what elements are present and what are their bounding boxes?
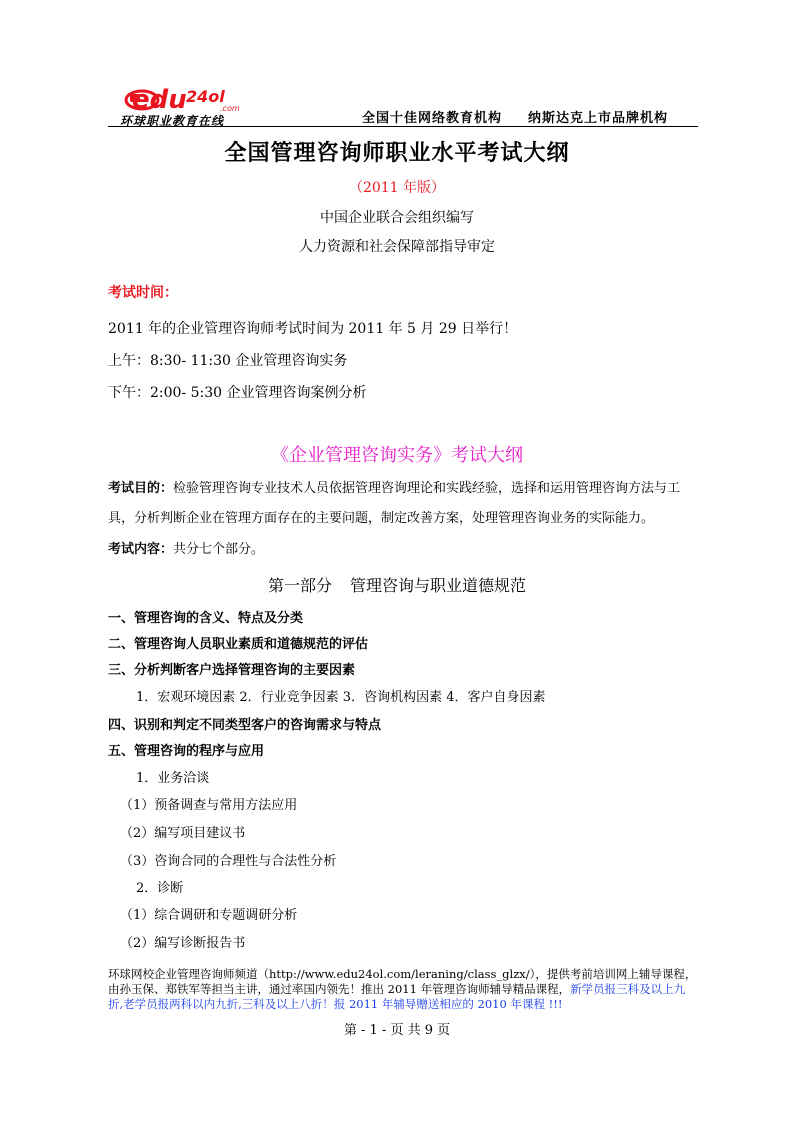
part-name: 管理咨询与职业道德规范	[350, 576, 527, 595]
page-footer	[108, 967, 700, 1012]
outline-subitem: 1．业务洽谈	[136, 771, 210, 786]
outline-item: 五、管理咨询的程序与应用	[108, 744, 265, 759]
exam-time-line-2: 上午：8:30- 11:30 企业管理咨询实务	[108, 353, 348, 369]
header-slogan	[362, 107, 668, 126]
outline-subitem: 2．诊断	[136, 881, 184, 896]
logo-subtitle: 环球职业教育在线	[120, 114, 225, 128]
outline-subitem: 1．宏观环境因素 2．行业竞争因素 3．咨询机构因素 4．客户自身因素	[136, 690, 546, 705]
outline-subitem: （2）编写项目建议书	[120, 826, 246, 841]
exam-content	[108, 535, 696, 565]
outline-subitem: （3）咨询合同的合理性与合法性分析	[120, 854, 337, 869]
svg-text:24ol: 24ol	[186, 87, 225, 106]
svg-text:.com: .com	[220, 104, 240, 112]
part-number: 第一部分	[267, 576, 332, 595]
document-title: 全国管理咨询师职业水平考试大纲	[224, 140, 570, 166]
footer-promo-link[interactable]: 新学员报三科及以上九折,老学员报两科以内九折,三科及以上八折！报 2011 年辅导赠送相应的 2010 年课程 !!!	[108, 982, 686, 1011]
outline-subitem: （2）编写诊断报告书	[120, 936, 246, 951]
exam-time-line-1: 2011 年的企业管理咨询师考试时间为 2011 年 5 月 29 日举行！	[108, 321, 518, 337]
org-line-2: 人力资源和社会保障部指导审定	[299, 239, 495, 255]
exam-time-heading: 考试时间：	[108, 285, 178, 301]
outline-item: 一、管理咨询的含义、特点及分类	[108, 611, 304, 626]
part-title	[0, 573, 794, 596]
outline-item: 四、识别和判定不同类型客户的咨询需求与特点	[108, 718, 382, 733]
edition-label: （2011 年版）	[348, 180, 446, 196]
slogan-right: 纳斯达克上市品牌机构	[528, 111, 669, 126]
section-title: 《企业管理咨询实务》考试大纲	[271, 445, 523, 466]
logo-mark-icon	[124, 84, 264, 112]
outline-subitem: （1）综合调研和专题调研分析	[120, 908, 298, 923]
content-text: 共分七个部分。	[173, 542, 265, 557]
svg-text:edu: edu	[132, 85, 187, 112]
org-line-1: 中国企业联合会组织编写	[320, 210, 474, 226]
exam-purpose	[108, 474, 696, 534]
purpose-text: 检验管理咨询专业技术人员依据管理咨询理论和实践经验，选择和运用管理咨询方法与工具，分析判断企业在管理方面存在的主要问题，制定改善方案，处理管理咨询业务的实际能力。	[108, 481, 681, 526]
content-label: 考试内容：	[108, 542, 174, 557]
purpose-label: 考试目的：	[108, 481, 174, 496]
page-number: 第 - 1 - 页 共 9 页	[343, 1023, 451, 1038]
outline-item: 三、分析判断客户选择管理咨询的主要因素	[108, 663, 356, 678]
edu24ol-logo	[120, 84, 270, 128]
header-divider	[108, 126, 698, 127]
exam-time-line-3: 下午：2:00- 5:30 企业管理咨询案例分析	[108, 385, 367, 401]
outline-subitem: （1）预备调查与常用方法应用	[120, 798, 298, 813]
outline-item: 二、管理咨询人员职业素质和道德规范的评估	[108, 637, 369, 652]
footer-text: 环球网校企业管理咨询师频道（http://www.edu24ol.com/leraning/class_glzx/），提供考前培训网上辅导课程，由孙玉保、郑铁军等担当主讲，通过率国内领先！推出 2011 年管理咨询师辅导精品课程，	[108, 967, 697, 996]
slogan-left: 全国十佳网络教育机构	[362, 111, 503, 126]
